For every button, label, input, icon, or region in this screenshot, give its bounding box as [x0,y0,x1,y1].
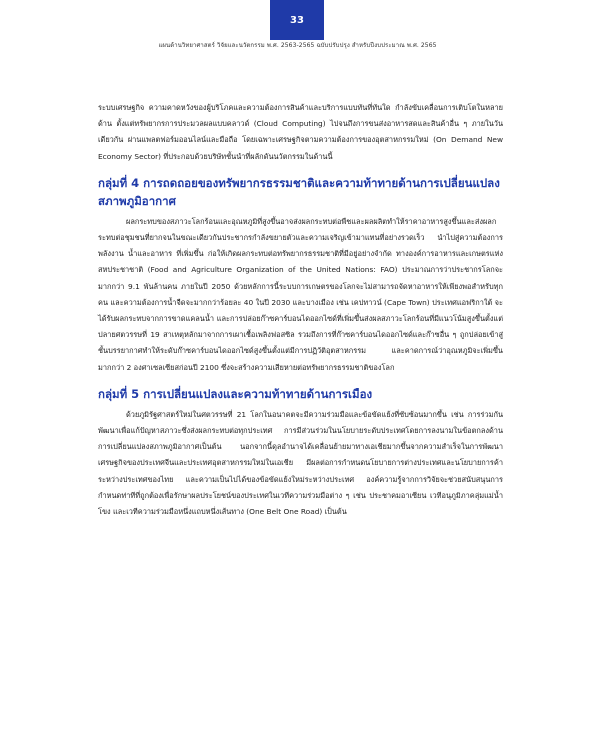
page-number-badge: 33 [270,0,324,40]
section-4-paragraph: ผลกระทบของสภาวะโลกร้อนและอุณหภูมิที่สูงขึ้นอาจส่งผลกระทบต่อพืชและผลผลิตทำให้ราคาอาหารสูงขึ้นและส่งผลกระทบต่อชุมชนที่ยากจนในขณะเดียวกันประชากรกำลังขยายตัวและความเจริญเข้ามาแทนที่อย่างรวดเร็ว นำไปสู่ความต้องการพลังงาน น้ำและอาหาร ที่เพิ่มขึ้น ก่อให้เกิดผลกระทบต่อทรัพยากรธรรมชาติที่มีอยู่อย่างจำกัด ทางองค์การอาหารและเกษตรแห่งสหประชาชาติ (Food and Agriculture Organization of the United Nations: FAO) ประมาณการว่าประชากรโลกจะมากกว่า 9.1 พันล้านคน ภายในปี 2050 ด้วยหลักการนี้ระบบการเกษตรของโลกจะไม่สามารถจัดหาอาหารให้เพียงพอสำหรับทุกคน และความต้องการน้ำจืดจะมากกว่าร้อยละ 40 ในปี 2030 และบางเมือง เช่น เคปทาวน์ (Cape Town) ประเทศแอฟริกาใต้ จะได้รับผลกระทบจากการขาดแคลนน้ำ และการปล่อยก๊าซคาร์บอนไดออกไซด์ที่เพิ่มขึ้นส่งผลสภาวะโลกร้อนที่มีแนวโน้มสูงขึ้นตั้งแต่ปลายศตวรรษที่ 19 สาเหตุหลักมาจากการเผาเชื้อเพลิงฟอสซิล รวมถึงการที่ก๊าซคาร์บอนไดออกไซด์และก๊าซอื่น ๆ ถูกปล่อยเข้าสู่ชั้นบรรยากาศทำให้ระดับก๊าซคาร์บอนไดออกไซด์สูงขึ้นตั้งแต่มีการปฏิวัติอุตสาหกรรม และคาดการณ์ว่าอุณหภูมิจะเพิ่มขึ้นมากกว่า 2 องศาเซลเซียสก่อนปี 2100 ซึ่งจะสร้างความเสียหายต่อทรัพยากรธรรมชาติของโลก [98,216,503,372]
running-header: แผนด้านวิทยาศาสตร์ วิจัยและนวัตกรรม พ.ศ. 2563-2565 ฉบับปรับปรุง สำหรับปีงบประมาณ พ.ศ. 2565 [158,42,437,49]
section-5-paragraph: ด้วยภูมิรัฐศาสตร์ใหม่ในศตวรรษที่ 21 โลกในอนาคตจะมีความร่วมมือและข้อขัดแย้งที่ซับซ้อนมากขึ้น เช่น การร่วมกันพัฒนาเพื่อแก้ปัญหาสภาวะซึ่งส่งผลกระทบต่อทุกประเทศ การมีส่วนร่วมในนโยบายระดับประเทศโดยการลงนามในข้อตกลงด้านการเปลี่ยนแปลงสภาพภูมิอากาศเป็นต้น นอกจากนี้ดุลอำนาจได้เคลื่อนย้ายมาทางเอเชียมากขึ้นจากความสำเร็จในการพัฒนาเศรษฐกิจของประเทศจีนและประเทศอุตสาหกรรมใหม่ในเอเชีย มีผลต่อการกำหนดนโยบายการต่างประเทศและนโยบายการค้าระหว่างประเทศของไทย และความเป็นไปได้ของข้อขัดแย้งใหม่ระหว่างประเทศ องค์ความรู้จากการวิจัยจะช่วยสนับสนุนการกำหนดท่าทีที่ถูกต้องเพื่อรักษาผลประโยชน์ของประเทศในเวทีความร่วมมือต่าง ๆ เช่น ประชาคมอาเซียน เวทีอนุภูมิภาคลุ่มแม่น้ำโขง และเวทีความร่วมมือหนึ่งแถบหนึ่งเส้นทาง (One Belt One Road) เป็นต้น [98,409,503,517]
intro-paragraph: ระบบเศรษฐกิจ ความคาดหวังของผู้บริโภคและความต้องการสินค้าและบริการแบบทันที่ทันใด กำลังขับเคลื่อนการเติบโตในหลายด้าน ตั้งแต่ทรัพยากรการประมวลผลแบบคลาวด์ (Cloud Computing) ไปจนถึงการขนส่งอาหารสดและสินค้าอื่น ๆ ภายในวันเดียวกัน ผ่านแพลตฟอร์มออนไลน์และมือถือ โดยเฉพาะเศรษฐกิจตามความต้องการของอุตสาหกรรมใหม่ (On Demand New Economy Sector) ที่ประกอบด้วยบริษัทชั้นนำที่ผลักดันนวัตกรรมในด้านนี้ [98,103,503,161]
section-5-heading: กลุ่มที่ 5 การเปลี่ยนแปลงและความท้าทายด้านการเมือง [98,386,373,401]
section-4-heading: กลุ่มที่ 4 การถดถอยของทรัพยากรธรรมชาติและความท้าทายด้านการเปลี่ยนแปลงสภาพภูมิอากาศ [98,175,500,208]
page-content [98,100,503,520]
